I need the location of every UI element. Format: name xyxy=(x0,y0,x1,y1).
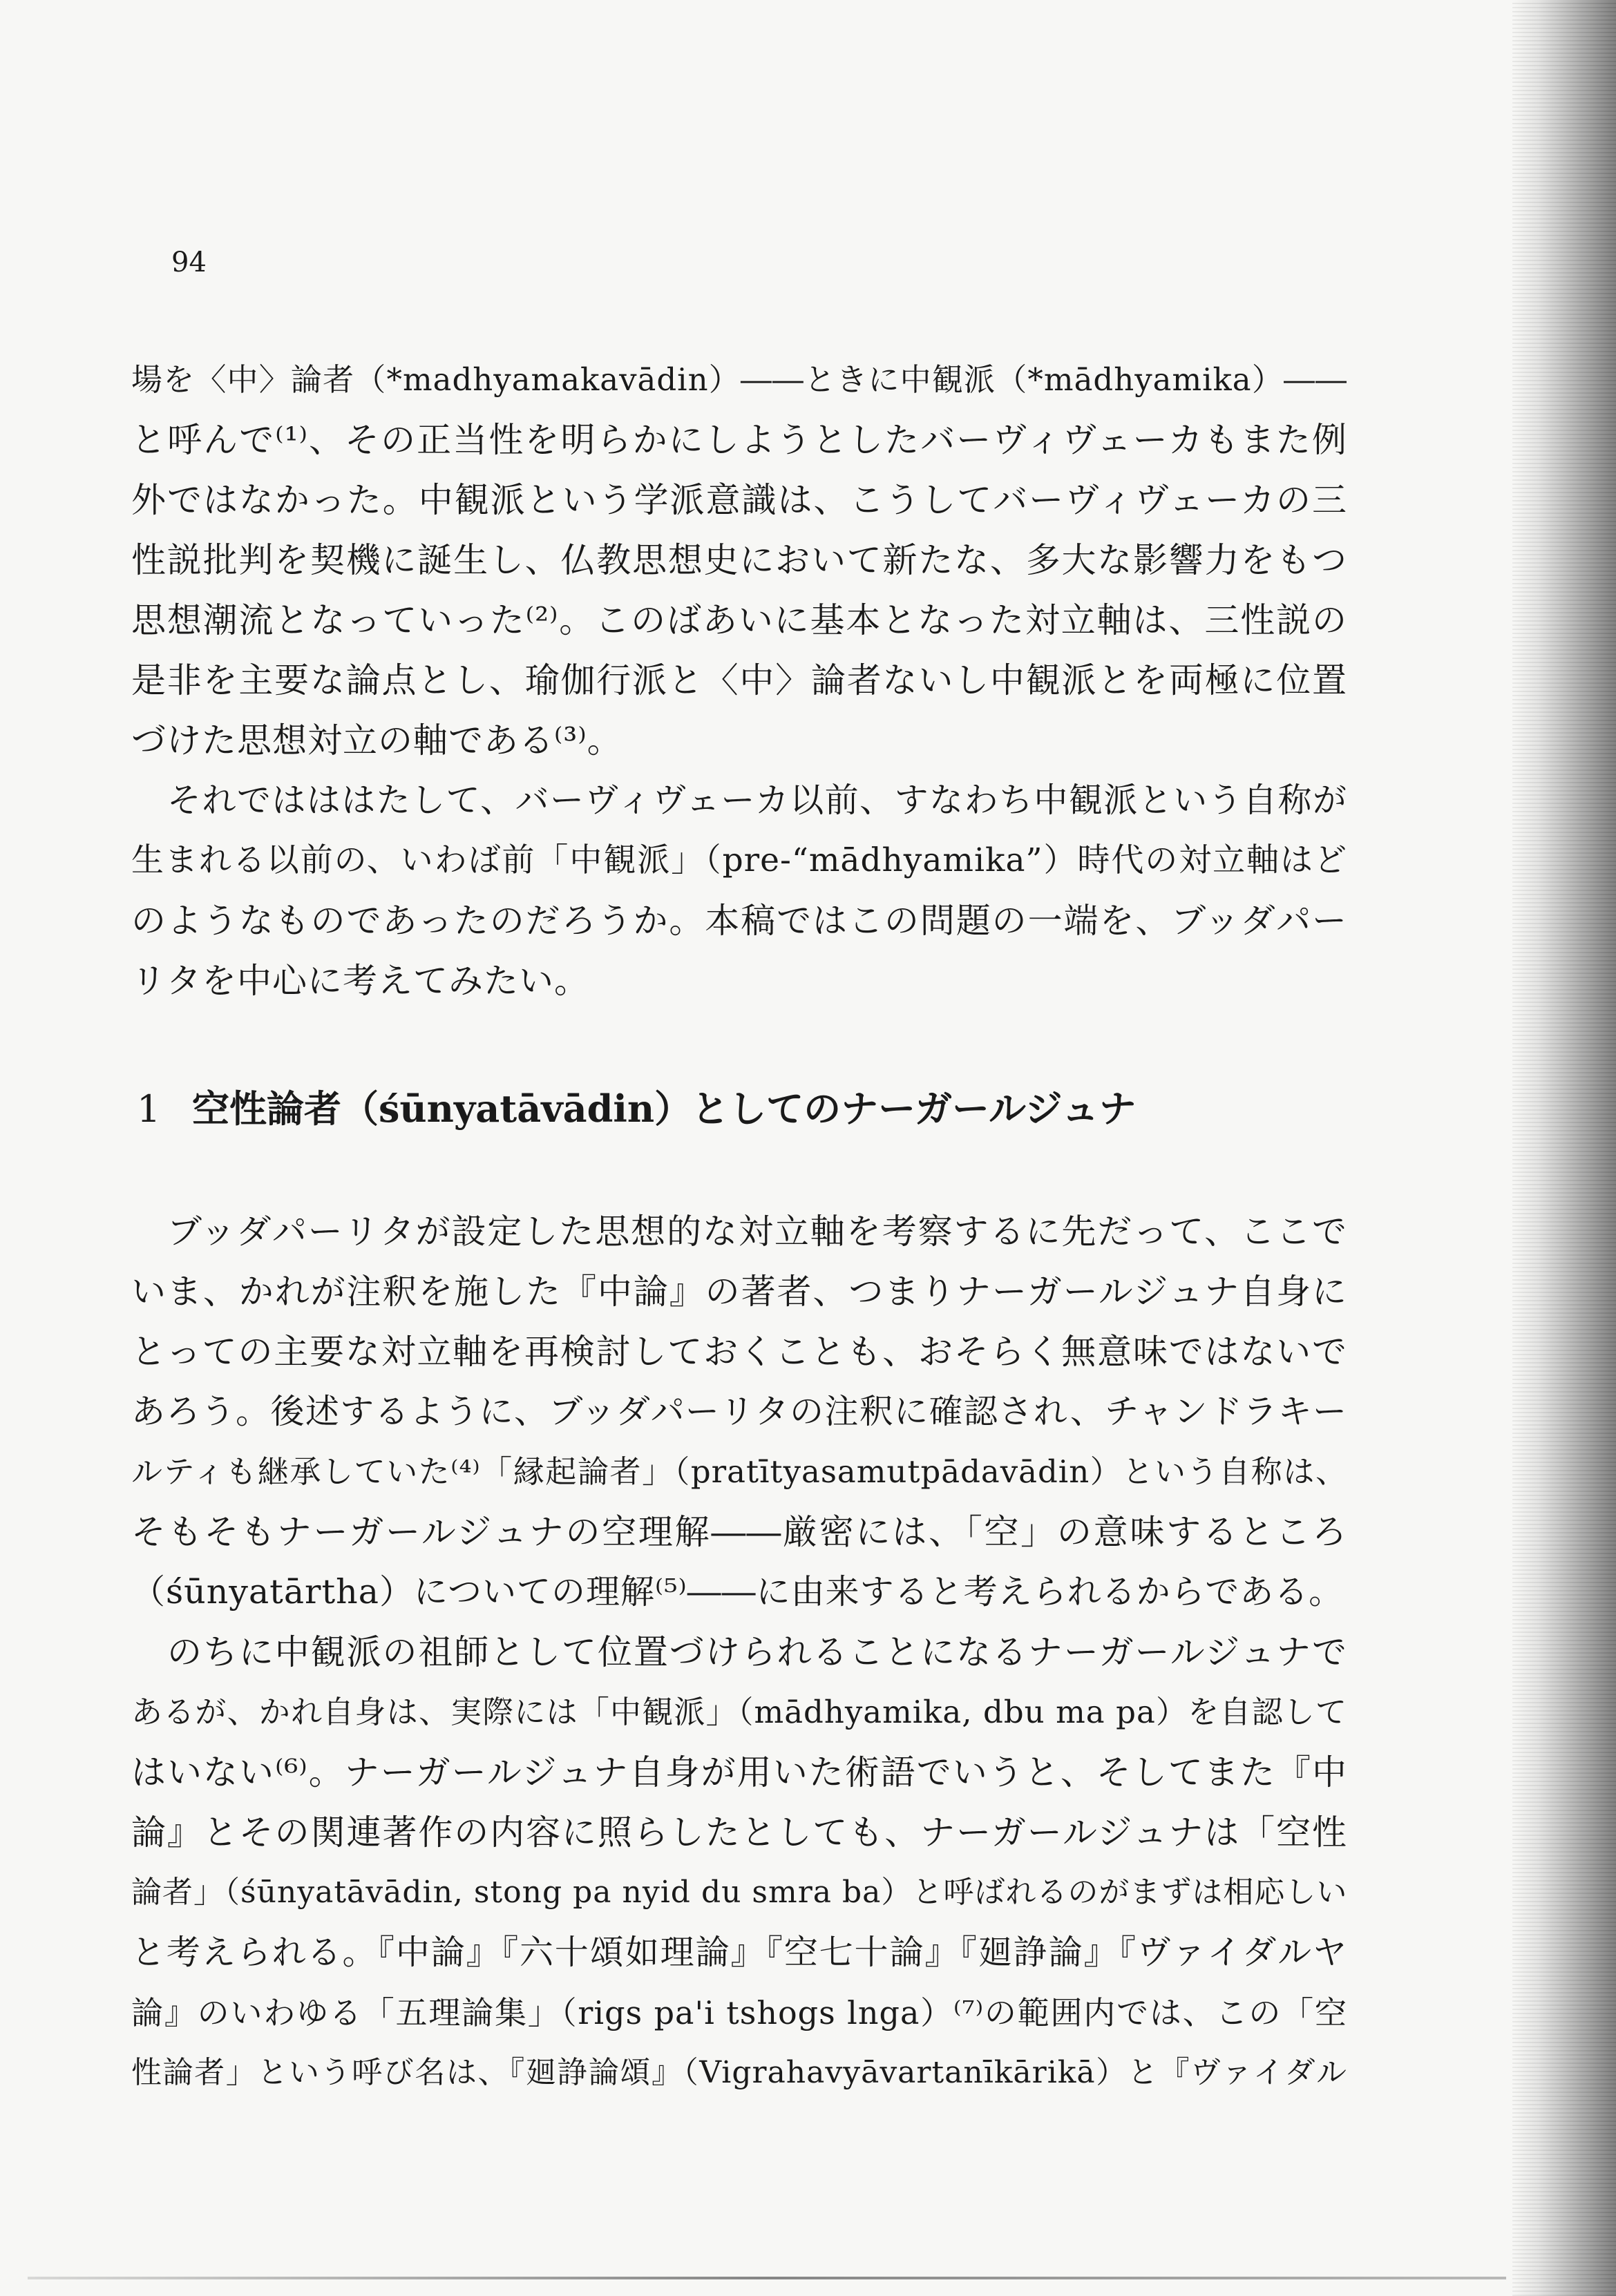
text-line: とっての主要な対立軸を再検討しておくことも、おそらく無意味ではないで xyxy=(131,1332,1347,1372)
text-line: 外ではなかった。中観派という学派意識は、こうしてバーヴィヴェーカの三 xyxy=(131,480,1347,520)
text-line: と呼んで⁽¹⁾、その正当性を明らかにしようとしたバーヴィヴェーカもまた例 xyxy=(131,420,1347,460)
text-line: ブッダパーリタが設定した思想的な対立軸を考察するに先だって、ここで xyxy=(167,1212,1347,1252)
text-line: いま、かれが注釈を施した『中論』の著者、つまりナーガールジュナ自身に xyxy=(131,1272,1347,1312)
binding-texture xyxy=(1512,0,1616,2296)
text-line: と考えられる。『中論』『六十頌如理論』『空七十論』『廻諍論』『ヴァイダルヤ xyxy=(131,1933,1347,1972)
text-line: 生まれる以前の、いわば前「中観派」（pre-“mādhyamika”）時代の対立軸はど xyxy=(131,841,1347,879)
text-line: 思想潮流となっていった⁽²⁾。このばあいに基本となった対立軸は、三性説の xyxy=(131,600,1347,640)
section-number: 1 xyxy=(137,1087,161,1131)
text-line: ルティも継承していた⁽⁴⁾「縁起論者」（pratītyasamutpādavādin）という自称は、 xyxy=(131,1453,1347,1490)
text-line: づけた思想対立の軸である⁽³⁾。 xyxy=(131,720,622,760)
section-heading xyxy=(137,1087,1137,1131)
text-line: それではははたして、バーヴィヴェーカ以前、すなわち中観派という自称が xyxy=(167,781,1347,820)
text-line: そもそもナーガールジュナの空理解――厳密には、「空」の意味するところ xyxy=(131,1512,1347,1552)
text-line: あるが、かれ自身は、実際には「中観派」（mādhyamika, dbu ma pa）を自認して xyxy=(131,1694,1347,1730)
section-title: 空性論者（śūnyatāvādin）としてのナーガールジュナ xyxy=(192,1087,1137,1131)
text-line: のようなものであったのだろうか。本稿ではこの問題の一端を、ブッダパー xyxy=(131,901,1347,941)
text-line: あろう。後述するように、ブッダパーリタの注釈に確認され、チャンドラキー xyxy=(131,1392,1347,1431)
text-line: 性説批判を契機に誕生し、仏教思想史において新たな、多大な影響力をもつ xyxy=(131,540,1347,580)
text-line: 場を〈中〉論者（*madhyamakavādin）――ときに中観派（*mādhyamika）―― xyxy=(131,361,1347,398)
page-number: 94 xyxy=(171,247,207,278)
text-line: 是非を主要な論点とし、瑜伽行派と〈中〉論者ないし中観派とを両極に位置 xyxy=(131,660,1347,700)
text-line: リタを中心に考えてみたい。 xyxy=(131,961,589,1001)
text-line: のちに中観派の祖師として位置づけられることになるナーガールジュナで xyxy=(167,1632,1347,1672)
text-line: 論』とその関連著作の内容に照らしたとしても、ナーガールジュナは「空性 xyxy=(131,1812,1347,1853)
text-line: 論』のいわゆる「五理論集」（rigs pa'i tshogs lnga）⁽⁷⁾の範囲内では、この「空 xyxy=(131,1994,1347,2031)
bottom-rule xyxy=(28,2277,1506,2279)
text-line: はいない⁽⁶⁾。ナーガールジュナ自身が用いた術語でいうと、そしてまた『中 xyxy=(131,1752,1347,1792)
text-line: 論者」（śūnyatāvādin, stong pa nyid du smra ba）と呼ばれるのがまずは相応しい xyxy=(131,1875,1348,1910)
text-line: （śūnyatārtha）についての理解⁽⁵⁾――に由来すると考えられるからである。 xyxy=(131,1572,1344,1611)
text-line: 性論者」という呼び名は、『廻諍論頌』（Vigrahavyāvartanīkārikā）と『ヴァイダル xyxy=(131,2055,1347,2090)
